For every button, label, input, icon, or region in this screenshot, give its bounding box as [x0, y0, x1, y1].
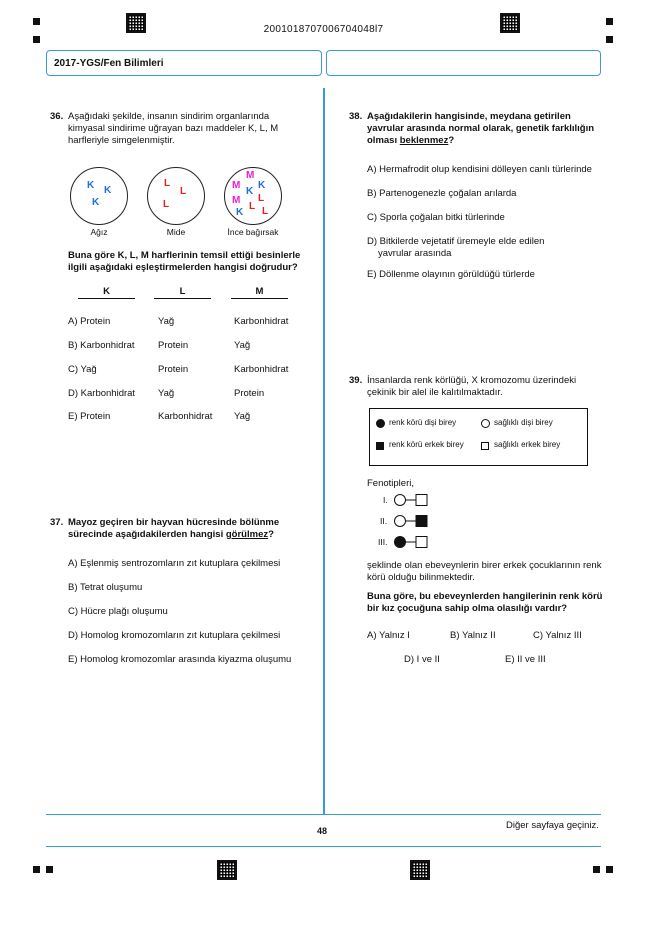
- legend-box: [369, 408, 588, 466]
- header-box-right: [326, 50, 601, 76]
- letter-k: K: [246, 186, 254, 197]
- q38-option-a[interactable]: A) Hermafrodit olup kendisini dölleyen canlı türlerinde: [367, 164, 592, 175]
- q38-option-d-cont: yavrular arasında: [378, 248, 452, 259]
- q37-option-e[interactable]: E) Homolog kromozomlar arasında kiyazma oluşumu: [68, 654, 292, 665]
- letter-k: K: [236, 207, 244, 218]
- q36-option-a-l: Yağ: [158, 316, 175, 327]
- q37-number: 37.: [50, 517, 64, 528]
- q38-option-b[interactable]: B) Partenogenezle çoğalan arılarda: [367, 188, 517, 199]
- phenotypes-label: Fenotipleri,: [367, 478, 414, 489]
- letter-k: K: [104, 185, 112, 196]
- corner-marker: [606, 866, 613, 873]
- q36-option-a-m: Karbonhidrat: [234, 316, 289, 327]
- legend-label: sağlıklı erkek birey: [494, 440, 561, 449]
- q36-option-c[interactable]: C) Yağ: [68, 364, 97, 375]
- q36-option-b[interactable]: B) Karbonhidrat: [68, 340, 135, 351]
- q36-option-c-m: Karbonhidrat: [234, 364, 289, 375]
- q36-option-e-m: Yağ: [234, 411, 251, 422]
- letter-m: M: [246, 170, 255, 181]
- q39-question: Buna göre, bu ebeveynlerden hangilerinin renk körü bir kız çocuğuna sahip olma olasılığı vardır?: [367, 591, 603, 614]
- letter-l: L: [258, 193, 265, 204]
- corner-marker: [33, 36, 40, 43]
- organ-caption: İnce bağırsak: [227, 227, 279, 237]
- pedigree-row-2: [393, 514, 433, 528]
- empty-circle-icon: [481, 419, 490, 428]
- legend-label: renk körü erkek birey: [389, 440, 464, 449]
- legend-label: renk körü dişi birey: [389, 418, 457, 427]
- footer-note: Diğer sayfaya geçiniz.: [506, 820, 599, 831]
- pedigree-row-label: I.: [383, 495, 388, 505]
- filled-square-icon: [376, 442, 384, 450]
- q36-option-d-m: Protein: [234, 388, 265, 399]
- pedigree-row-label: II.: [380, 516, 388, 526]
- qr-code-icon: [217, 860, 237, 880]
- column-divider: [323, 88, 325, 814]
- organ-caption: Ağız: [90, 227, 108, 237]
- corner-marker: [33, 866, 40, 873]
- q36-option-e[interactable]: E) Protein: [68, 411, 111, 422]
- q39-stem: İnsanlarda renk körlüğü, X kromozomu üzerindeki çekinik bir alel ile kalıtılmaktadır.: [367, 375, 577, 398]
- q36-number: 36.: [50, 111, 64, 122]
- letter-l: L: [180, 186, 187, 197]
- letter-l: L: [164, 178, 171, 189]
- q38-stem: Aşağıdakilerin hangisinde, meydana getirilen yavrular arasında normal olarak, genetik farklılığın olması beklenmez?: [367, 111, 595, 146]
- q38-option-e[interactable]: E) Döllenme olayının görüldüğü türlerde: [367, 269, 535, 280]
- q37-option-c[interactable]: C) Hücre plağı oluşumu: [68, 606, 168, 617]
- q39-option-e[interactable]: E) II ve III: [505, 654, 546, 665]
- q36-option-e-l: Karbonhidrat: [158, 411, 213, 422]
- pedigree-row-1: [393, 493, 433, 507]
- letter-l: L: [163, 199, 170, 210]
- q36-option-c-l: Protein: [158, 364, 189, 375]
- document-id: 2001018707006704048l7: [263, 24, 384, 35]
- q37-option-a[interactable]: A) Eşlenmiş sentrozomların zıt kutuplara çekilmesi: [68, 558, 281, 569]
- pedigree-row-3: [393, 535, 433, 549]
- qr-code-icon: [410, 860, 430, 880]
- stomach-circle: [147, 167, 205, 225]
- q36-option-a[interactable]: A) Protein: [68, 316, 111, 327]
- letter-m: M: [232, 195, 241, 206]
- column-header-l: L: [154, 286, 211, 299]
- q36-question: Buna göre K, L, M harflerinin temsil ettiği besinlerle ilgili aşağıdaki eşleştirmelerden hangisi doğrudur?: [68, 250, 301, 273]
- letter-k: K: [258, 180, 266, 191]
- q38-number: 38.: [349, 111, 363, 122]
- corner-marker: [606, 36, 613, 43]
- q39-number: 39.: [349, 375, 363, 386]
- q39-option-c[interactable]: C) Yalnız III: [533, 630, 582, 641]
- column-header-m: M: [231, 286, 288, 299]
- letter-k: K: [92, 197, 100, 208]
- corner-marker: [46, 866, 53, 873]
- letter-k: K: [87, 180, 95, 191]
- empty-square-icon: [481, 442, 489, 450]
- page-number: 48: [317, 826, 328, 836]
- q37-stem: Mayoz geçiren bir hayvan hücresinde bölünme sürecinde aşağıdakilerden hangisi görülmez?: [68, 517, 280, 540]
- footer-line-top: [46, 814, 601, 815]
- q37-option-d[interactable]: D) Homolog kromozomların zıt kutuplara çekilmesi: [68, 630, 281, 641]
- legend-label: sağlıklı dişi birey: [494, 418, 553, 427]
- organ-caption: Mide: [166, 227, 186, 237]
- q39-option-b[interactable]: B) Yalnız II: [450, 630, 496, 641]
- filled-circle-icon: [376, 419, 385, 428]
- q39-after-text: şeklinde olan ebeveynlerin birer erkek çocuklarının renk körü olduğu bilinmektedir.: [367, 560, 602, 583]
- q36-option-d-l: Yağ: [158, 388, 175, 399]
- mouth-circle: [70, 167, 128, 225]
- q36-option-d[interactable]: D) Karbonhidrat: [68, 388, 136, 399]
- corner-marker: [593, 866, 600, 873]
- q38-option-d[interactable]: D) Bitkilerde vejetatif üremeyle elde edilen: [367, 236, 545, 247]
- letter-m: M: [232, 180, 241, 191]
- q37-option-b[interactable]: B) Tetrat oluşumu: [68, 582, 143, 593]
- q39-option-a[interactable]: A) Yalnız I: [367, 630, 410, 641]
- exam-title: 2017-YGS/Fen Bilimleri: [54, 58, 164, 69]
- letter-l: L: [262, 206, 269, 217]
- q36-option-b-l: Protein: [158, 340, 189, 351]
- footer-line-bottom: [46, 846, 601, 847]
- q39-option-d[interactable]: D) I ve II: [404, 654, 440, 665]
- q36-stem: Aşağıdaki şekilde, insanın sindirim organlarında kimyasal sindirime uğrayan bazı maddeler K, L, M harfleriyle simgelenmiştir.: [68, 111, 279, 146]
- letter-l: L: [249, 201, 256, 212]
- pedigree-row-label: III.: [378, 537, 388, 547]
- column-header-k: K: [78, 286, 135, 299]
- q36-option-b-m: Yağ: [234, 340, 251, 351]
- q38-option-c[interactable]: C) Sporla çoğalan bitki türlerinde: [367, 212, 505, 223]
